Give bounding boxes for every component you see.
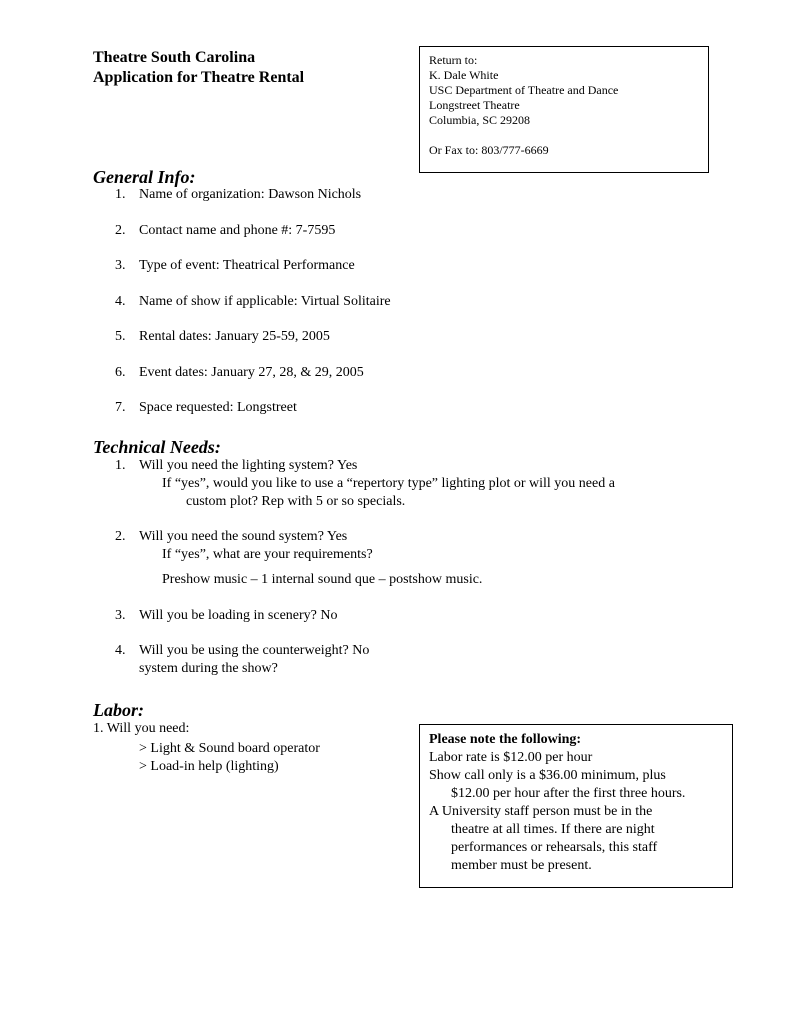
item-number: 1. — [115, 187, 126, 202]
note-show-call: Show call only is a $36.00 minimum, plus — [429, 768, 666, 783]
note-show-call-cont: $12.00 per hour after the first three hours. — [451, 786, 686, 801]
item-number: 5. — [115, 329, 126, 344]
return-name: K. Dale White — [429, 68, 499, 82]
item-text: Name of show if applicable: Virtual Solitaire — [139, 294, 391, 309]
return-label: Return to: — [429, 53, 478, 67]
labor-option-operator: > Light & Sound board operator — [139, 741, 320, 756]
item-text: Name of organization: Dawson Nichols — [139, 187, 362, 202]
return-department: USC Department of Theatre and Dance — [429, 83, 619, 97]
item-text: Will you need the lighting system? Yes — [139, 458, 358, 473]
item-text: Space requested: Longstreet — [139, 400, 297, 415]
item-text: Type of event: Theatrical Performance — [139, 258, 355, 273]
labor-question: 1. Will you need: — [93, 721, 190, 736]
technical-needs-heading: Technical Needs: — [93, 437, 221, 457]
counterweight-line-2: system during the show? — [139, 661, 278, 676]
title-line-1: Theatre South Carolina — [93, 49, 256, 66]
return-fax: Or Fax to: 803/777-6669 — [429, 143, 549, 157]
item-text: Will you be using the counterweight? No — [139, 643, 370, 658]
labor-option-loadin: > Load-in help (lighting) — [139, 759, 279, 774]
sound-followup-question: If “yes”, what are your requirements? — [162, 547, 373, 562]
note-staff-cont-3: member must be present. — [451, 858, 592, 873]
item-text: Will you be loading in scenery? No — [139, 608, 338, 623]
item-text: Event dates: January 27, 28, & 29, 2005 — [139, 365, 364, 380]
item-number: 3. — [115, 258, 126, 273]
item-number: 7. — [115, 400, 126, 415]
note-labor-rate: Labor rate is $12.00 per hour — [429, 750, 593, 765]
item-text: Contact name and phone #: 7-7595 — [139, 223, 336, 238]
general-info-heading: General Info: — [93, 167, 196, 187]
item-number: 1. — [115, 458, 126, 473]
lighting-followup-1: If “yes”, would you like to use a “repertory type” lighting plot or will you need a — [162, 476, 615, 491]
item-number: 4. — [115, 643, 126, 658]
note-staff-cont-2: performances or rehearsals, this staff — [451, 840, 658, 855]
note-staff-cont-1: theatre at all times. If there are night — [451, 822, 655, 837]
item-number: 6. — [115, 365, 126, 380]
item-text: Rental dates: January 25-59, 2005 — [139, 329, 330, 344]
item-number: 4. — [115, 294, 126, 309]
sound-followup-answer: Preshow music – 1 internal sound que – postshow music. — [162, 572, 483, 587]
item-number: 2. — [115, 223, 126, 238]
return-address-box — [419, 46, 709, 173]
note-staff: A University staff person must be in the — [429, 804, 653, 819]
item-number: 2. — [115, 529, 126, 544]
lighting-followup-2: custom plot? Rep with 5 or so specials. — [186, 494, 406, 509]
return-building: Longstreet Theatre — [429, 98, 520, 112]
title-line-2: Application for Theatre Rental — [93, 69, 305, 86]
return-city: Columbia, SC 29208 — [429, 113, 531, 127]
form-title — [93, 48, 304, 88]
item-number: 3. — [115, 608, 126, 623]
labor-note-box — [419, 724, 733, 888]
item-text: Will you need the sound system? Yes — [139, 529, 348, 544]
labor-heading: Labor: — [93, 700, 144, 720]
note-heading: Please note the following: — [429, 732, 582, 747]
